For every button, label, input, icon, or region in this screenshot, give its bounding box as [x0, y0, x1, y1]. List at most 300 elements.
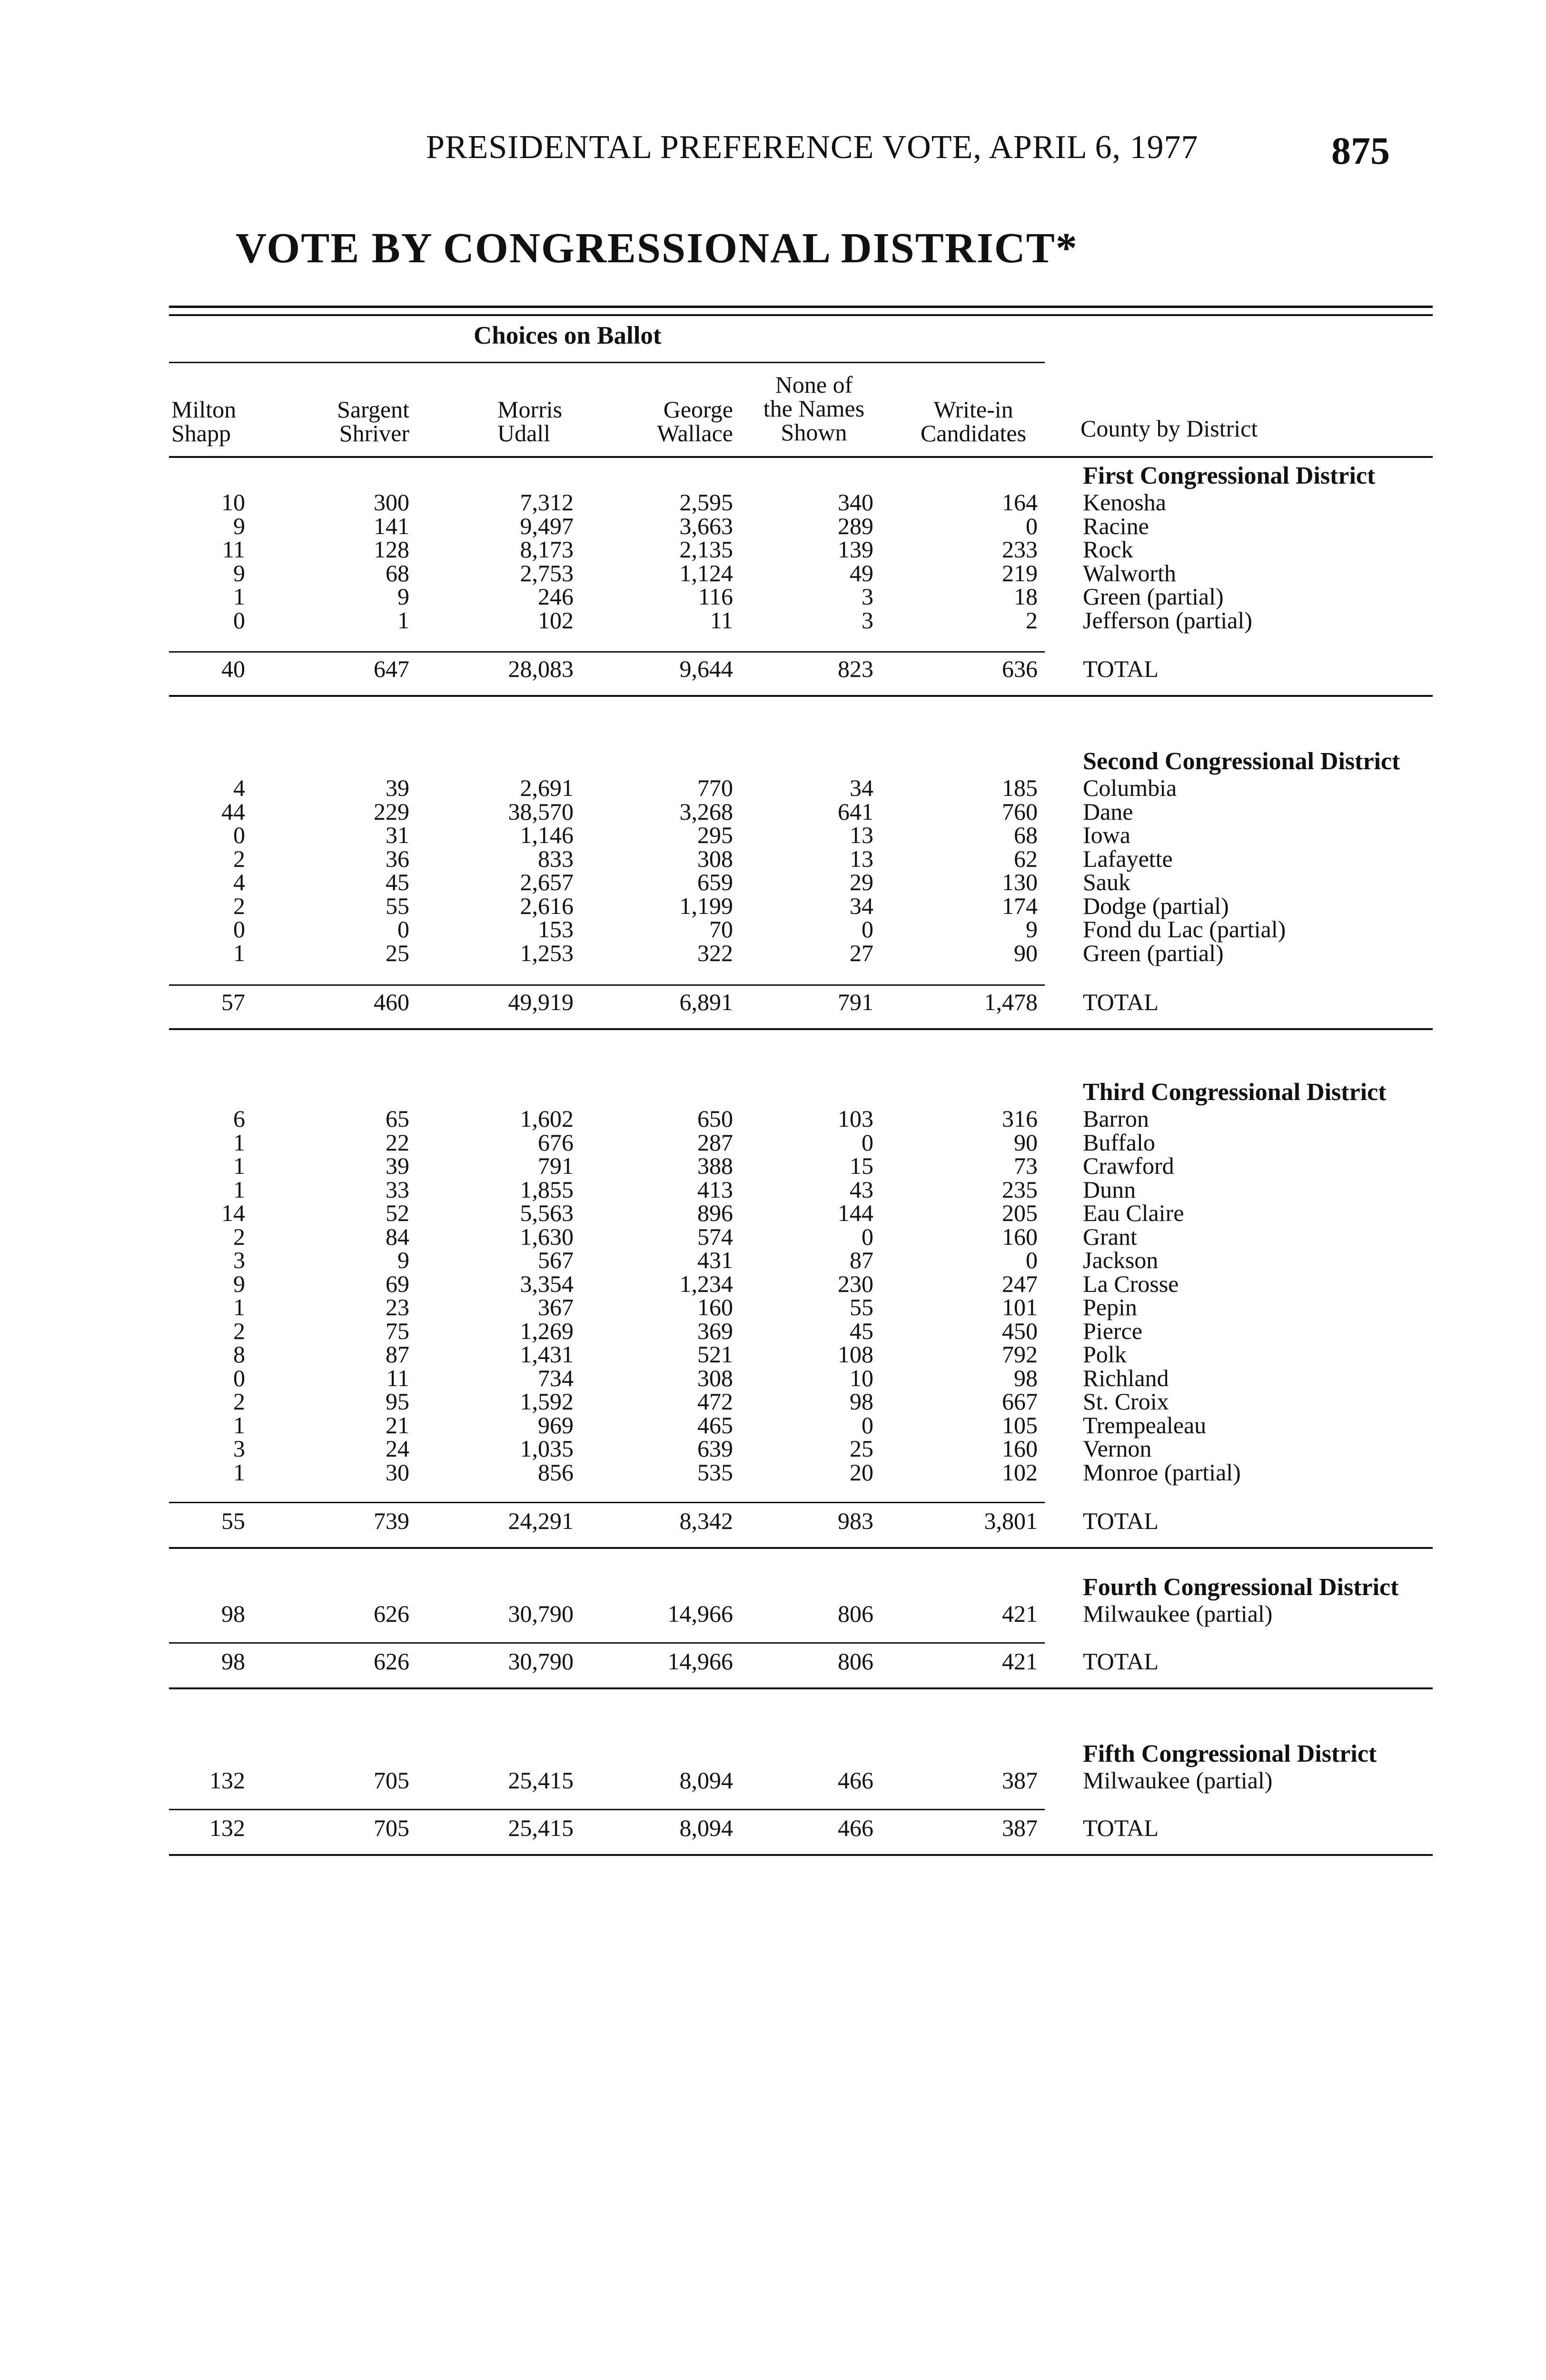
total-row — [0, 1649, 1546, 1673]
district-title: Fifth Congressional District — [1083, 1740, 1377, 1767]
cell-milton-shapp: 14 — [221, 1200, 245, 1226]
cell-george-wallace: 896 — [697, 1200, 733, 1226]
table-row — [0, 1437, 1546, 1460]
cell-none-of-names: 806 — [838, 1600, 873, 1627]
cell-morris-udall: 734 — [538, 1364, 574, 1391]
cell-morris-udall: 1,269 — [520, 1317, 574, 1344]
table-row — [0, 941, 1546, 965]
cell-sargent-shriver: 626 — [374, 1600, 409, 1627]
cell-write-in: 247 — [1002, 1270, 1038, 1297]
cell-county: Fond du Lac (partial) — [1083, 916, 1286, 942]
cell-george-wallace: 2,135 — [679, 536, 733, 563]
cell-milton-shapp: 8 — [233, 1341, 245, 1368]
section-bottom-rule — [169, 695, 1433, 697]
cell-county: St. Croix — [1083, 1388, 1169, 1415]
header-sargent-shriver — [305, 397, 409, 445]
cell-write-in: 421 — [1002, 1600, 1038, 1627]
cell-sargent-shriver: 141 — [374, 512, 409, 539]
cell-county: Monroe (partial) — [1083, 1458, 1241, 1486]
cell-none-of-names: 144 — [838, 1200, 873, 1226]
cell-morris-udall: 5,563 — [520, 1200, 574, 1226]
cell-sargent-shriver: 705 — [374, 1767, 409, 1794]
header-none-of-names — [743, 373, 885, 444]
cell-george-wallace: 639 — [697, 1435, 733, 1462]
cell-none-of-names: 15 — [850, 1152, 873, 1179]
total-morris-udall: 24,291 — [508, 1507, 574, 1534]
cell-none-of-names: 55 — [850, 1294, 873, 1320]
choices-on-ballot-label: Choices on Ballot — [474, 322, 662, 349]
cell-milton-shapp: 1 — [233, 1411, 245, 1438]
cell-milton-shapp: 2 — [233, 1317, 245, 1344]
cell-county: Trempealeau — [1083, 1411, 1207, 1438]
cell-george-wallace: 14,966 — [667, 1600, 733, 1627]
district-title: Fourth Congressional District — [1083, 1574, 1399, 1601]
table-row — [0, 1295, 1546, 1319]
cell-county: Rock — [1083, 536, 1133, 563]
cell-write-in: 235 — [1002, 1176, 1038, 1203]
cell-none-of-names: 98 — [850, 1388, 873, 1415]
cell-write-in: 185 — [1002, 774, 1038, 801]
cell-sargent-shriver: 39 — [386, 1152, 409, 1179]
cell-none-of-names: 27 — [850, 939, 873, 966]
table-row — [0, 585, 1546, 608]
total-none-of-names: 806 — [838, 1648, 873, 1675]
cell-george-wallace: 308 — [697, 845, 733, 872]
total-label: TOTAL — [1083, 1648, 1159, 1675]
cell-none-of-names: 103 — [838, 1105, 873, 1132]
total-milton-shapp: 132 — [209, 1815, 245, 1841]
total-write-in: 387 — [1002, 1815, 1038, 1841]
cell-morris-udall: 7,312 — [520, 489, 574, 516]
cell-sargent-shriver: 0 — [397, 916, 409, 942]
cell-milton-shapp: 9 — [233, 512, 245, 539]
cell-write-in: 9 — [1026, 916, 1038, 942]
cell-county: Columbia — [1083, 774, 1177, 801]
total-none-of-names: 983 — [838, 1507, 873, 1534]
total-label: TOTAL — [1083, 1507, 1159, 1534]
table-row — [0, 1130, 1546, 1154]
header-george-wallace-text: George Wallace — [657, 396, 733, 446]
cell-sargent-shriver: 22 — [386, 1129, 409, 1156]
cell-george-wallace: 322 — [697, 939, 733, 966]
cell-county: Pepin — [1083, 1294, 1137, 1320]
cell-morris-udall: 833 — [538, 845, 574, 872]
cell-sargent-shriver: 68 — [386, 559, 409, 586]
cell-none-of-names: 139 — [838, 536, 873, 563]
cell-morris-udall: 9,497 — [520, 512, 574, 539]
table-row — [0, 870, 1546, 894]
page-title: VOTE BY CONGRESSIONAL DISTRICT* — [236, 225, 1078, 272]
cell-write-in: 205 — [1002, 1200, 1038, 1226]
page-number: 875 — [1331, 129, 1390, 172]
cell-morris-udall: 2,616 — [520, 892, 574, 919]
cell-county: Eau Claire — [1083, 1200, 1184, 1226]
cell-morris-udall: 2,657 — [520, 869, 574, 895]
total-rule — [169, 651, 1045, 653]
district-title: First Congressional District — [1083, 462, 1376, 489]
cell-write-in: 174 — [1002, 892, 1038, 919]
cell-morris-udall: 8,173 — [520, 536, 574, 563]
total-milton-shapp: 98 — [221, 1648, 245, 1675]
table-row — [0, 1413, 1546, 1437]
total-morris-udall: 49,919 — [508, 989, 574, 1015]
cell-milton-shapp: 98 — [221, 1600, 245, 1627]
cell-sargent-shriver: 30 — [386, 1458, 409, 1486]
cell-none-of-names: 13 — [850, 822, 873, 848]
total-write-in: 1,478 — [984, 989, 1038, 1015]
cell-george-wallace: 659 — [697, 869, 733, 895]
table-row — [0, 490, 1546, 514]
table-row — [0, 1602, 1546, 1626]
cell-sargent-shriver: 84 — [386, 1223, 409, 1250]
cell-milton-shapp: 1 — [233, 1176, 245, 1203]
total-row — [0, 1509, 1546, 1533]
cell-sargent-shriver: 31 — [386, 822, 409, 848]
cell-write-in: 760 — [1002, 798, 1038, 825]
total-george-wallace: 6,891 — [679, 989, 733, 1015]
cell-milton-shapp: 2 — [233, 1388, 245, 1415]
total-sargent-shriver: 647 — [374, 655, 409, 682]
cell-sargent-shriver: 36 — [386, 845, 409, 872]
cell-county: Pierce — [1083, 1317, 1142, 1344]
cell-county: Dunn — [1083, 1176, 1136, 1203]
total-write-in: 636 — [1002, 655, 1038, 682]
table-row — [0, 917, 1546, 941]
table-row — [0, 1107, 1546, 1130]
table-row — [0, 1366, 1546, 1390]
cell-milton-shapp: 1 — [233, 939, 245, 966]
cell-milton-shapp: 44 — [221, 798, 245, 825]
cell-write-in: 160 — [1002, 1223, 1038, 1250]
header-write-in-text: Write-in Candidates — [920, 396, 1027, 446]
section-bottom-rule — [169, 1028, 1433, 1030]
cell-george-wallace: 1,199 — [679, 892, 733, 919]
cell-write-in: 90 — [1014, 1129, 1038, 1156]
cell-morris-udall: 676 — [538, 1129, 574, 1156]
cell-none-of-names: 25 — [850, 1435, 873, 1462]
header-george-wallace — [628, 397, 733, 445]
cell-write-in: 68 — [1014, 822, 1038, 848]
cell-milton-shapp: 0 — [233, 916, 245, 942]
cell-none-of-names: 20 — [850, 1458, 873, 1486]
cell-morris-udall: 1,630 — [520, 1223, 574, 1250]
cell-george-wallace: 8,094 — [679, 1767, 733, 1794]
table-row — [0, 537, 1546, 561]
cell-none-of-names: 49 — [850, 559, 873, 586]
total-none-of-names: 791 — [838, 989, 873, 1015]
cell-george-wallace: 2,595 — [679, 489, 733, 516]
total-rule — [169, 1642, 1045, 1644]
cell-write-in: 667 — [1002, 1388, 1038, 1415]
top-double-rule-2 — [169, 314, 1433, 316]
header-county-by-district: County by District — [1080, 415, 1258, 442]
cell-write-in: 160 — [1002, 1435, 1038, 1462]
cell-county: Kenosha — [1083, 489, 1166, 516]
cell-george-wallace: 535 — [697, 1458, 733, 1486]
cell-county: Milwaukee (partial) — [1083, 1767, 1273, 1794]
table-row — [0, 1319, 1546, 1343]
table-row — [0, 800, 1546, 823]
table-row — [0, 1460, 1546, 1484]
cell-write-in: 90 — [1014, 939, 1038, 966]
table-row — [0, 1768, 1546, 1792]
header-none-of-names-text: None of the Names Shown — [763, 371, 865, 446]
section-bottom-rule — [169, 1547, 1433, 1549]
cell-write-in: 73 — [1014, 1152, 1038, 1179]
cell-milton-shapp: 9 — [233, 559, 245, 586]
cell-george-wallace: 388 — [697, 1152, 733, 1179]
cell-none-of-names: 289 — [838, 512, 873, 539]
table-row — [0, 776, 1546, 800]
cell-none-of-names: 108 — [838, 1341, 873, 1368]
cell-write-in: 0 — [1026, 1247, 1038, 1273]
cell-write-in: 219 — [1002, 559, 1038, 586]
cell-none-of-names: 0 — [862, 916, 873, 942]
cell-county: Dane — [1083, 798, 1133, 825]
cell-george-wallace: 308 — [697, 1364, 733, 1391]
table-row — [0, 1248, 1546, 1272]
cell-milton-shapp: 3 — [233, 1435, 245, 1462]
cell-morris-udall: 969 — [538, 1411, 574, 1438]
cell-milton-shapp: 1 — [233, 1152, 245, 1179]
cell-sargent-shriver: 39 — [386, 774, 409, 801]
cell-george-wallace: 11 — [710, 606, 733, 634]
section-bottom-rule — [169, 1854, 1433, 1856]
cell-george-wallace: 431 — [697, 1247, 733, 1273]
total-sargent-shriver: 460 — [374, 989, 409, 1015]
cell-sargent-shriver: 300 — [374, 489, 409, 516]
cell-morris-udall: 791 — [538, 1152, 574, 1179]
cell-morris-udall: 3,354 — [520, 1270, 574, 1297]
cell-write-in: 130 — [1002, 869, 1038, 895]
header-morris-udall-text: Morris Udall — [497, 396, 563, 446]
cell-milton-shapp: 1 — [233, 583, 245, 610]
running-head: PRESIDENTAL PREFERENCE VOTE, APRIL 6, 1977 — [426, 129, 1199, 166]
cell-milton-shapp: 6 — [233, 1105, 245, 1132]
total-label: TOTAL — [1083, 655, 1159, 682]
cell-milton-shapp: 4 — [233, 869, 245, 895]
cell-milton-shapp: 1 — [233, 1294, 245, 1320]
cell-morris-udall: 2,753 — [520, 559, 574, 586]
cell-sargent-shriver: 95 — [386, 1388, 409, 1415]
cell-county: Barron — [1083, 1105, 1149, 1132]
cell-write-in: 102 — [1002, 1458, 1038, 1486]
cell-morris-udall: 1,035 — [520, 1435, 574, 1462]
cell-milton-shapp: 2 — [233, 1223, 245, 1250]
cell-milton-shapp: 1 — [233, 1458, 245, 1486]
cell-county: Crawford — [1083, 1152, 1174, 1179]
cell-morris-udall: 246 — [538, 583, 574, 610]
cell-none-of-names: 10 — [850, 1364, 873, 1391]
cell-write-in: 98 — [1014, 1364, 1038, 1391]
cell-sargent-shriver: 69 — [386, 1270, 409, 1297]
cell-morris-udall: 1,431 — [520, 1341, 574, 1368]
total-none-of-names: 466 — [838, 1815, 873, 1841]
cell-none-of-names: 43 — [850, 1176, 873, 1203]
cell-morris-udall: 25,415 — [508, 1767, 574, 1794]
cell-morris-udall: 856 — [538, 1458, 574, 1486]
table-row — [0, 847, 1546, 871]
cell-write-in: 0 — [1026, 512, 1038, 539]
cell-sargent-shriver: 128 — [374, 536, 409, 563]
cell-none-of-names: 45 — [850, 1317, 873, 1344]
cell-george-wallace: 369 — [697, 1317, 733, 1344]
cell-county: Grant — [1083, 1223, 1137, 1250]
cell-george-wallace: 287 — [697, 1129, 733, 1156]
cell-morris-udall: 1,602 — [520, 1105, 574, 1132]
cell-morris-udall: 30,790 — [508, 1600, 574, 1627]
cell-none-of-names: 0 — [862, 1223, 873, 1250]
cell-sargent-shriver: 23 — [386, 1294, 409, 1320]
table-row — [0, 1178, 1546, 1201]
choices-underline — [169, 362, 1045, 363]
total-morris-udall: 28,083 — [508, 655, 574, 682]
top-double-rule-1 — [169, 306, 1433, 308]
header-bottom-rule — [169, 456, 1433, 458]
total-milton-shapp: 40 — [221, 655, 245, 682]
cell-county: Racine — [1083, 512, 1149, 539]
cell-george-wallace: 770 — [697, 774, 733, 801]
cell-george-wallace: 521 — [697, 1341, 733, 1368]
total-rule — [169, 1502, 1045, 1503]
cell-morris-udall: 367 — [538, 1294, 574, 1320]
total-george-wallace: 8,094 — [679, 1815, 733, 1841]
cell-write-in: 105 — [1002, 1411, 1038, 1438]
total-sargent-shriver: 626 — [374, 1648, 409, 1675]
cell-george-wallace: 70 — [709, 916, 733, 942]
cell-none-of-names: 13 — [850, 845, 873, 872]
total-sargent-shriver: 739 — [374, 1507, 409, 1534]
cell-milton-shapp: 3 — [233, 1247, 245, 1273]
cell-milton-shapp: 132 — [209, 1767, 245, 1794]
header-milton-shapp — [171, 397, 276, 445]
cell-county: Richland — [1083, 1364, 1169, 1391]
cell-milton-shapp: 11 — [222, 536, 245, 563]
total-george-wallace: 14,966 — [667, 1648, 733, 1675]
table-row — [0, 1154, 1546, 1178]
cell-none-of-names: 641 — [838, 798, 873, 825]
header-milton-shapp-text: Milton Shapp — [171, 396, 237, 446]
cell-morris-udall: 38,570 — [508, 798, 574, 825]
total-row — [0, 657, 1546, 681]
cell-county: Polk — [1083, 1341, 1127, 1368]
total-write-in: 421 — [1002, 1648, 1038, 1675]
cell-none-of-names: 0 — [862, 1411, 873, 1438]
cell-milton-shapp: 0 — [233, 822, 245, 848]
district-title: Second Congressional District — [1083, 748, 1400, 775]
cell-county: La Crosse — [1083, 1270, 1179, 1297]
cell-none-of-names: 3 — [862, 583, 873, 610]
total-milton-shapp: 57 — [221, 989, 245, 1015]
cell-george-wallace: 3,268 — [679, 798, 733, 825]
cell-morris-udall: 2,691 — [520, 774, 574, 801]
cell-morris-udall: 1,592 — [520, 1388, 574, 1415]
cell-george-wallace: 160 — [697, 1294, 733, 1320]
cell-sargent-shriver: 52 — [386, 1200, 409, 1226]
cell-county: Vernon — [1083, 1435, 1152, 1462]
cell-write-in: 316 — [1002, 1105, 1038, 1132]
cell-write-in: 387 — [1002, 1767, 1038, 1794]
cell-none-of-names: 29 — [850, 869, 873, 895]
total-rule — [169, 1809, 1045, 1810]
cell-sargent-shriver: 9 — [397, 583, 409, 610]
cell-milton-shapp: 0 — [233, 606, 245, 634]
total-milton-shapp: 55 — [221, 1507, 245, 1534]
cell-george-wallace: 295 — [697, 822, 733, 848]
table-row — [0, 1272, 1546, 1296]
cell-county: Lafayette — [1083, 845, 1173, 872]
cell-sargent-shriver: 24 — [386, 1435, 409, 1462]
total-morris-udall: 30,790 — [508, 1648, 574, 1675]
cell-none-of-names: 34 — [850, 892, 873, 919]
cell-write-in: 2 — [1026, 606, 1038, 634]
cell-sargent-shriver: 1 — [397, 606, 409, 634]
cell-george-wallace: 116 — [698, 583, 733, 610]
cell-sargent-shriver: 55 — [386, 892, 409, 919]
cell-county: Walworth — [1083, 559, 1176, 586]
cell-sargent-shriver: 25 — [386, 939, 409, 966]
cell-sargent-shriver: 33 — [386, 1176, 409, 1203]
cell-sargent-shriver: 45 — [386, 869, 409, 895]
table-row — [0, 514, 1546, 538]
cell-none-of-names: 34 — [850, 774, 873, 801]
total-morris-udall: 25,415 — [508, 1815, 574, 1841]
cell-county: Jackson — [1083, 1247, 1159, 1273]
cell-morris-udall: 1,146 — [520, 822, 574, 848]
total-george-wallace: 8,342 — [679, 1507, 733, 1534]
cell-county: Dodge (partial) — [1083, 892, 1229, 919]
header-sargent-shriver-text: Sargent Shriver — [337, 396, 409, 446]
table-row — [0, 894, 1546, 918]
cell-sargent-shriver: 21 — [386, 1411, 409, 1438]
total-label: TOTAL — [1083, 1815, 1159, 1841]
cell-george-wallace: 1,234 — [679, 1270, 733, 1297]
cell-write-in: 164 — [1002, 489, 1038, 516]
cell-none-of-names: 340 — [838, 489, 873, 516]
total-label: TOTAL — [1083, 989, 1159, 1015]
district-title: Third Congressional District — [1083, 1079, 1387, 1106]
header-morris-udall — [497, 397, 602, 445]
cell-county: Iowa — [1083, 822, 1130, 848]
cell-sargent-shriver: 87 — [386, 1341, 409, 1368]
cell-george-wallace: 3,663 — [679, 512, 733, 539]
cell-morris-udall: 1,855 — [520, 1176, 574, 1203]
cell-milton-shapp: 1 — [233, 1129, 245, 1156]
cell-none-of-names: 0 — [862, 1129, 873, 1156]
cell-write-in: 62 — [1014, 845, 1038, 872]
cell-write-in: 101 — [1002, 1294, 1038, 1320]
total-row — [0, 1816, 1546, 1840]
total-none-of-names: 823 — [838, 655, 873, 682]
cell-sargent-shriver: 229 — [374, 798, 409, 825]
cell-morris-udall: 567 — [538, 1247, 574, 1273]
cell-milton-shapp: 2 — [233, 845, 245, 872]
cell-george-wallace: 574 — [697, 1223, 733, 1250]
cell-morris-udall: 102 — [538, 606, 574, 634]
cell-write-in: 233 — [1002, 536, 1038, 563]
total-rule — [169, 984, 1045, 986]
total-george-wallace: 9,644 — [679, 655, 733, 682]
cell-none-of-names: 3 — [862, 606, 873, 634]
cell-george-wallace: 472 — [697, 1388, 733, 1415]
cell-write-in: 18 — [1014, 583, 1038, 610]
table-row — [0, 1389, 1546, 1413]
cell-county: Milwaukee (partial) — [1083, 1600, 1273, 1627]
table-row — [0, 1225, 1546, 1249]
cell-county: Buffalo — [1083, 1129, 1155, 1156]
cell-county: Green (partial) — [1083, 939, 1224, 966]
cell-george-wallace: 1,124 — [679, 559, 733, 586]
